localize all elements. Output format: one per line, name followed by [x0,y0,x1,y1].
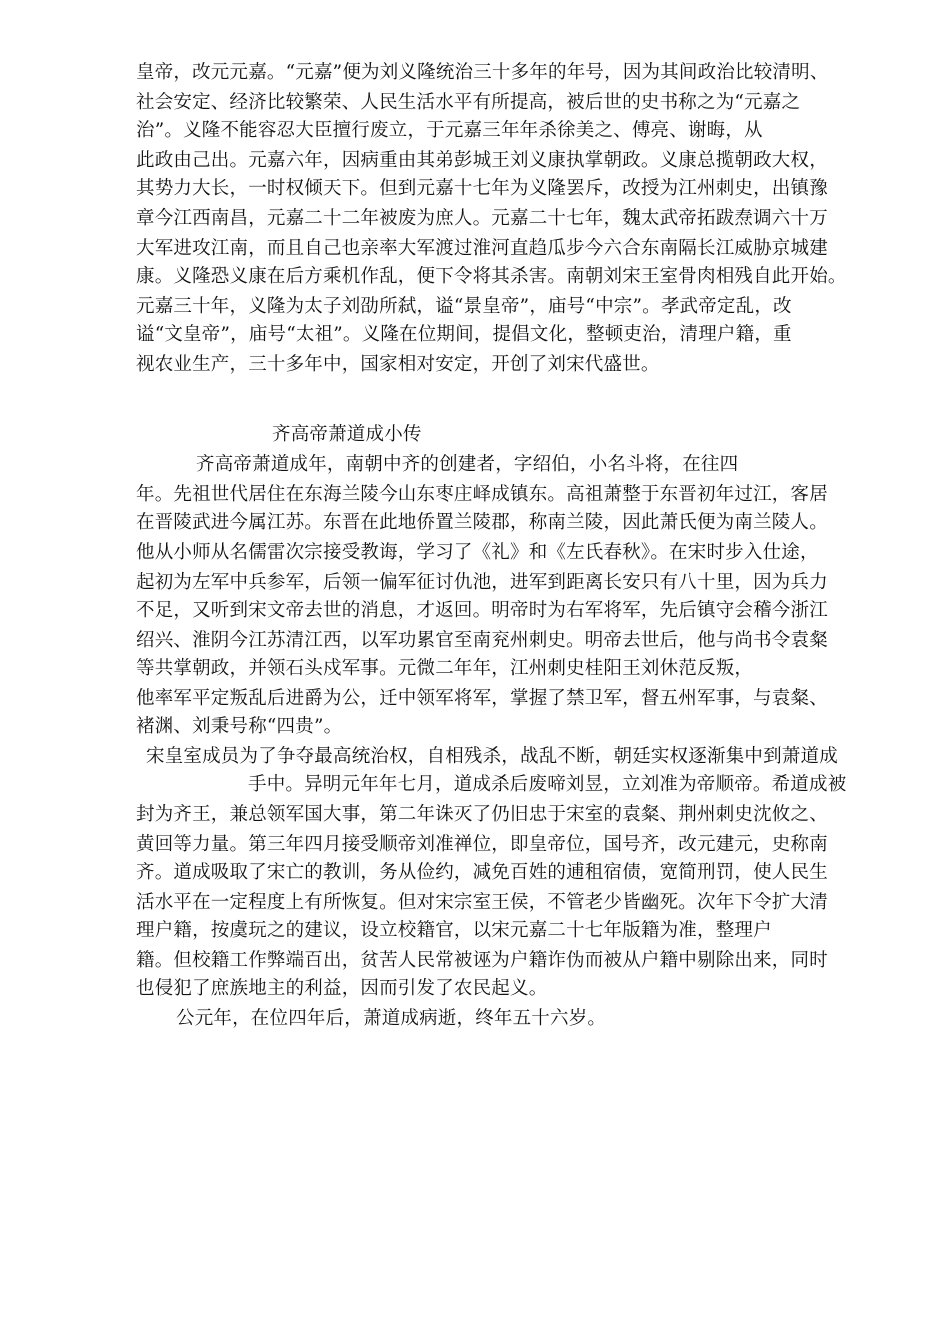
text-line: 康。义隆恐义康在后方乘机作乱，便下令将其杀害。南朝刘宋王室骨肉相残自此开始。 [136,266,847,287]
text-line: 皇帝，改元元嘉。“元嘉”便为刘义隆统治三十多年的年号，因为其间政治比较清明、 [136,62,829,83]
text-line: 大军进攻江南，而且自己也亲率大军渡过淮河直趋瓜步今六合东南隔长江威胁京城建 [136,238,828,259]
text-line: 其势力大长，一时权倾天下。但到元嘉十七年为义隆罢斥，改授为江州刺史，出镇豫 [136,178,828,199]
text-line: 手中。异明元年年七月，道成杀后废啼刘昱，立刘准为帝顺帝。希道成被 [248,774,847,795]
text-line: 视农业生产，三十多年中，国家相对安定，开创了刘宋代盛世。 [136,354,660,375]
text-line: 社会安定、经济比较繁荣、人民生活水平有所提高，被后世的史书称之为“元嘉之 [136,92,801,113]
text-line: 理户籍，按虞玩之的建议，设立校籍官，以宋元嘉二十七年版籍为准，整理户 [136,920,772,941]
text-line: 籍。但校籍工作弊端百出，贫苦人民常被诬为户籍诈伪而被从户籍中剔除出来，同时 [136,950,828,971]
text-line: 在晋陵武进今属江苏。东晋在此地侨置兰陵郡，称南兰陵，因此萧氏便为南兰陵人。 [136,512,828,533]
text-line: 他从小师从名儒雷次宗接受教诲，学习了《礼》和《左氏春秋》。在宋时步入仕途， [136,542,819,563]
text-line: 章今江西南昌，元嘉二十二年被废为庶人。元嘉二十七年，魏太武帝拓跋焘调六十万 [136,208,828,229]
text-line: 谥“文皇帝”，庙号“太祖”。义隆在位期间，提倡文化，整顿吏治，清理户籍，重 [136,324,792,345]
text-line: 此政由己出。元嘉六年，因病重由其弟彭城王刘义康执掌朝政。义康总揽朝政大权， [136,150,828,171]
text-line: 治”。义隆不能容忍大臣擅行废立，于元嘉三年年杀徐美之、傅亮、谢晦，从 [136,120,763,141]
text-line: 元嘉三十年，义隆为太子刘劭所弑，谥“景皇帝”，庙号“中宗”。孝武帝定乱，改 [136,296,792,317]
text-line: 黄回等力量。第三年四月接受顺帝刘准禅位，即皇帝位，国号齐，改元建元，史称南 [136,834,828,855]
text-line: 年。先祖世代居住在东海兰陵今山东枣庄峄成镇东。高祖萧整于东晋初年过江，客居 [136,484,828,505]
text-line: 也侵犯了庶族地主的利益，因而引发了农民起义。 [136,978,548,999]
text-line: 他率军平定叛乱后进爵为公，迁中领军将军，掌握了禁卫军，督五州军事，与袁粲、 [136,688,828,709]
text-line: 封为齐王，兼总领军国大事，第二年诛灭了仍旧忠于宋室的袁粲、荆州刺史沈攸之、 [136,804,828,825]
text-line: 齐高帝萧道成年，南朝中齐的创建者，字绍伯，小名斗将，在往四 [196,454,739,475]
text-line: 宋皇室成员为了争夺最高统治权，自相残杀，战乱不断，朝廷实权逐渐集中到萧道成 [146,746,838,767]
text-line: 等共掌朝政，并领石头戍军事。元微二年年，江州刺史桂阳王刘休范反叛， [136,658,754,679]
text-line: 齐。道成吸取了宋亡的教训，务从俭约，减免百姓的逋租宿债，宽简刑罚，使人民生 [136,862,828,883]
text-line: 活水平在一定程度上有所恢复。但对宋宗室王侯，不管老少皆幽死。次年下令扩大清 [136,892,828,913]
text-line: 公元年，在位四年后，萧道成病逝，终年五十六岁。 [176,1008,607,1029]
text-line: 褚渊、刘秉号称“四贵”。 [136,716,343,737]
text-line: 起初为左军中兵参军，后领一偏军征讨仇池，进军到距离长安只有八十里，因为兵力 [136,572,828,593]
text-line: 绍兴、淮阴今江苏清江西，以军功累官至南兖州刺史。明帝去世后，他与尚书令袁粲 [136,630,828,651]
section-title: 齐高帝萧道成小传 [272,424,422,445]
text-line: 不足，又听到宋文帝去世的消息，才返回。明帝时为右军将军，先后镇守会稽今浙江 [136,600,828,621]
